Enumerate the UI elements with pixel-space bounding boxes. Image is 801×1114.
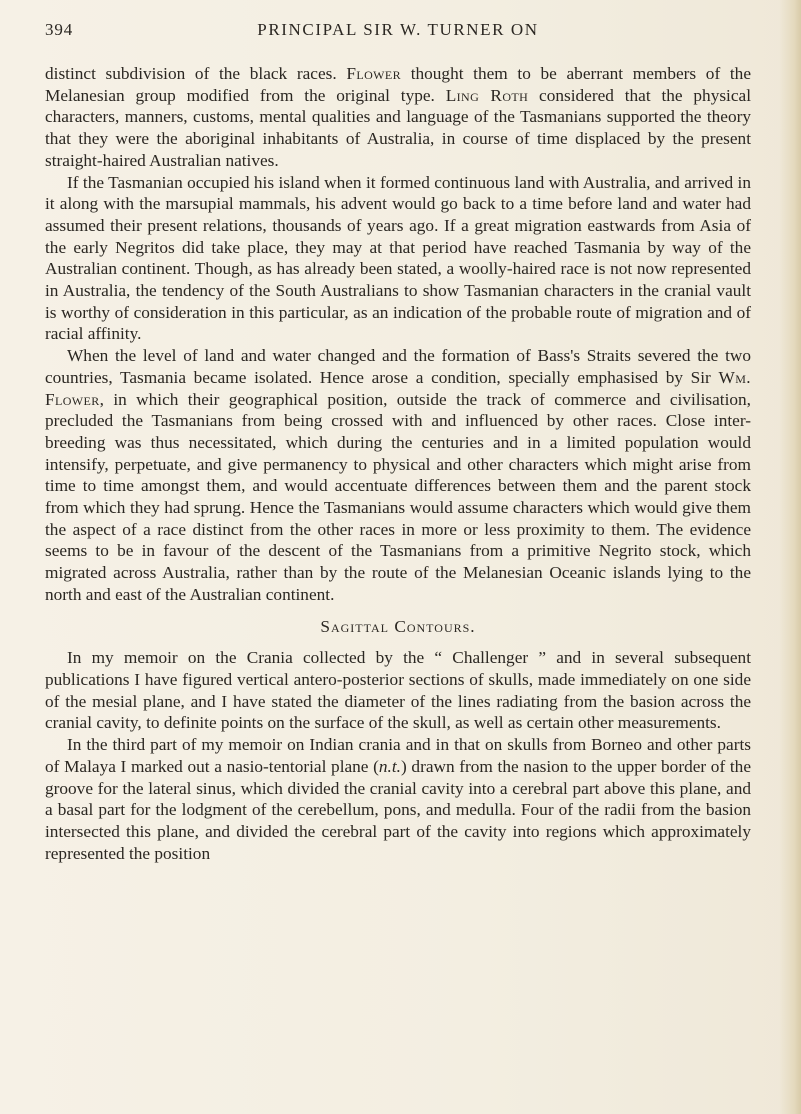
author-name-wm-flower: Wm. Flower bbox=[45, 367, 751, 409]
paragraph-3-text-a: When the level of land and water changed and the formation of Bass's Straits severed the two countries, Tasmania became isolated. Hence arose a condition, specially emphasised by Sir bbox=[45, 346, 751, 387]
body-text bbox=[45, 63, 751, 864]
paragraph-5 bbox=[45, 734, 751, 864]
section-heading: Sagittal Contours. bbox=[320, 616, 476, 636]
paragraph-5-text-a: In the third part of my memoir on Indian crania and in that on skulls from Borneo and other parts of Malaya I marked out a nasio-tentorial plane ( bbox=[45, 735, 751, 776]
paragraph-1-text-b: thought them to be aberrant members of the Melanesian group modified from the original type. bbox=[45, 64, 751, 105]
page-header bbox=[45, 20, 751, 44]
paragraph-3 bbox=[45, 345, 751, 605]
author-name-ling-roth: Ling Roth bbox=[445, 85, 529, 105]
paragraph-5-text-b: ) drawn from the nasion to the upper border of the groove for the lateral sinus, which divided the cranial cavity into a cerebral part above this plane, and a basal part for the lodgment of the cerebellum, pons, and medulla. Four of the radii from the basion intersected this plane, and divided the cerebral part of the cavity into regions which approximately represented the position bbox=[45, 756, 751, 863]
nasio-tentorial-abbreviation: n.t. bbox=[378, 756, 401, 776]
page-edge-shadow bbox=[779, 0, 801, 1114]
paragraph-1-text-a: distinct subdivision of the black races. bbox=[45, 64, 347, 83]
running-head: PRINCIPAL SIR W. TURNER ON bbox=[257, 20, 539, 39]
page-number: 394 bbox=[45, 20, 74, 39]
paragraph-1 bbox=[45, 63, 751, 172]
author-name-flower: Flower bbox=[346, 64, 402, 83]
paragraph-1-text-c: considered that the physical characters, manners, customs, mental qualities and language of the Tasmanians supported the theory that they were the aboriginal inhabitants of Australia, in course of time displaced by the present straight-haired Australian natives. bbox=[45, 85, 752, 170]
paragraph-4: In my memoir on the Crania collected by the “ Challenger ” and in several subsequent publications I have figured vertical antero-posterior sections of skulls, made immediately on one side of the mesial plane, and I have stated the diameter of the lines radiating from the basion across the cranial cavity, to definite points on the surface of the skull, as well as certain other measurements. bbox=[45, 648, 751, 733]
paragraph-3-text-b: , in which their geographical position, outside the track of commerce and civilisation, precluded the Tasmanians from being crossed with and influenced by other races. Close inter-breeding was thus necessitated, which during the centuries and in a limited population would intensify, perpetuate, and give permanency to physical and other characters which might arise from time to time amongst them, and would accentuate differences between them and the parent stock from which they had sprung. Hence the Tasmanians would assume characters which would give them the aspect of a race distinct from the other races in more or less proximity to them. The evidence seems to be in favour of the descent of the Tasmanians from a primitive Negrito stock, which migrated across Australia, rather than by the route of the Melanesian Oceanic islands lying to the north and east of the Australian continent. bbox=[45, 389, 751, 604]
paragraph-2: If the Tasmanian occupied his island when it formed continuous land with Australia, and arrived in it along with the marsupial mammals, his advent would go back to a time before land and water had assumed their present relations, thousands of years ago. If a great migration eastwards from Asia of the early Negritos did take place, they may at that period have reached Tasmania by way of the Australian continent. Though, as has already been stated, a woolly-haired race is not now represented in Australia, the tendency of the South Australians to show Tasmanian characters in the cranial vault is worthy of consideration in this particular, as an indication of the probable route of migration and of racial affinity. bbox=[45, 172, 751, 344]
